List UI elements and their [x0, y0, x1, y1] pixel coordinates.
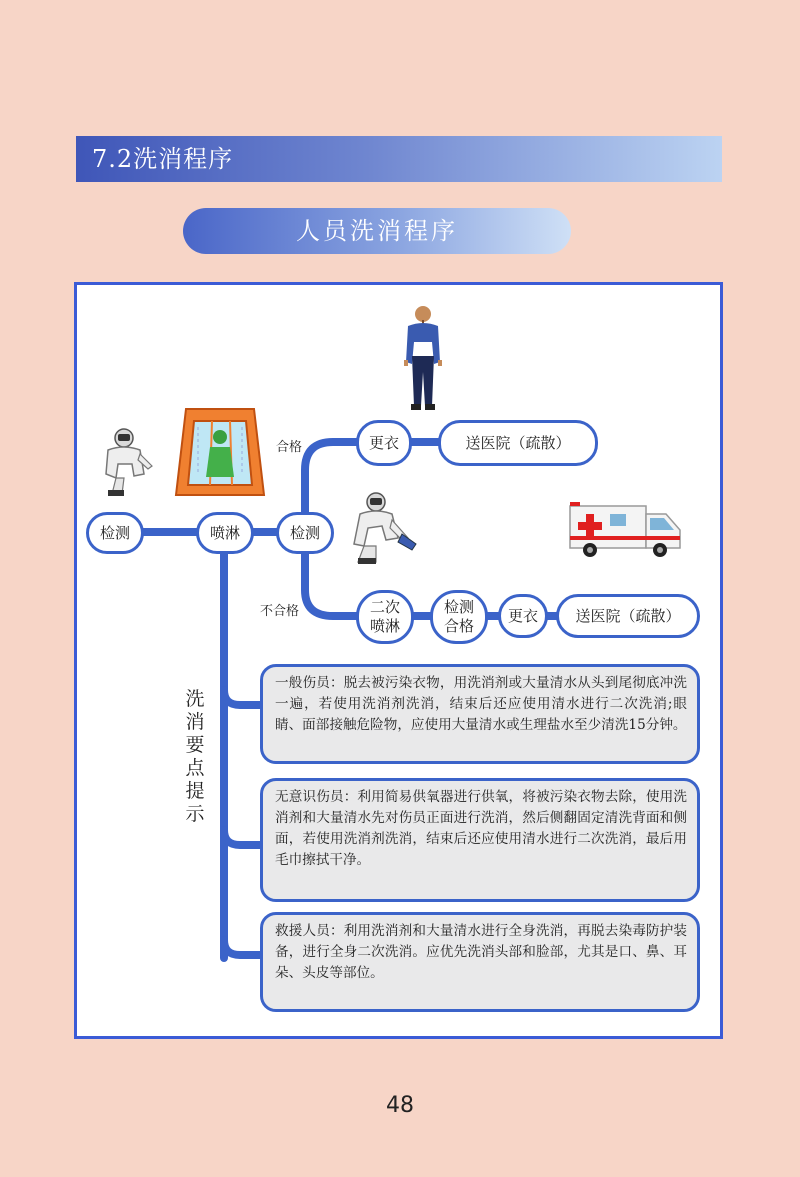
node-detect-1: 检测: [86, 512, 144, 554]
node-change-1: 更衣: [356, 420, 412, 466]
node-detect-pass: 检测 合格: [430, 590, 488, 644]
node-second-shower: 二次 喷淋: [356, 590, 414, 644]
node-hospital-2: 送医院（疏散）: [556, 594, 700, 638]
tip-rescue-personnel: 救援人员：利用洗消剂和大量清水进行全身洗消，再脱去染毒防护装备，进行全身二次洗消。应优先洗消头部和脸部，尤其是口、鼻、耳朵、头皮等部位。: [260, 912, 700, 1012]
subtitle: 人员洗消程序: [183, 208, 571, 254]
node-change-2: 更衣: [498, 594, 548, 638]
page-number: 48: [386, 1093, 414, 1118]
decon-tent-icon: [172, 405, 268, 499]
label-pass: 合格: [276, 440, 303, 455]
ambulance-icon: [566, 500, 684, 560]
node-detect-2: 检测: [276, 512, 334, 554]
label-fail: 不合格: [260, 604, 300, 619]
node-shower: 喷淋: [196, 512, 254, 554]
hazmat-worker-kneeling-icon: [342, 490, 420, 566]
tip-general-casualty: 一般伤员：脱去被污染衣物，用洗消剂或大量清水从头到尾彻底冲洗一遍，若使用洗消剂洗消，结束后还应使用清水进行二次洗消;眼睛、面部接触危险物，应使用大量清水或生理盐水至少清洗15分钟。: [260, 664, 700, 764]
standing-man-icon: [398, 302, 448, 416]
key-points-label: 洗消要点提示: [185, 688, 205, 825]
section-title: 7.2洗消程序: [76, 136, 722, 182]
tip-unconscious-casualty: 无意识伤员：利用简易供氧器进行供氧，将被污染衣物去除，使用洗消剂和大量清水先对伤员正面进行洗消，然后侧翻固定清洗背面和侧面，若使用洗消剂洗消，结束后还应使用清水进行二次洗消，最后用毛巾擦拭干净。: [260, 778, 700, 902]
node-hospital-1: 送医院（疏散）: [438, 420, 598, 466]
hazmat-worker-icon: [94, 424, 156, 498]
